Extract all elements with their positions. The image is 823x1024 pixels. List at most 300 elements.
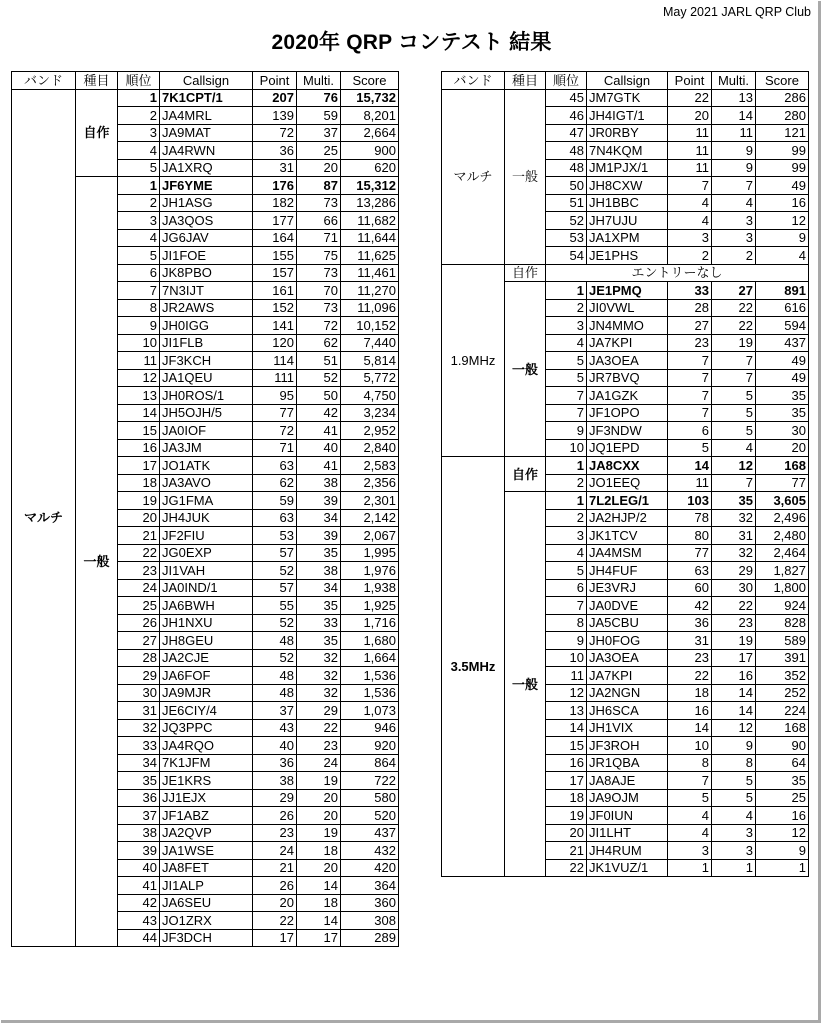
- score-cell: 13,286: [341, 194, 399, 212]
- multi-cell: 73: [297, 264, 341, 282]
- multi-cell: 42: [297, 404, 341, 422]
- callsign-cell: JK1VUZ/1: [587, 859, 668, 877]
- callsign-cell: 7L2LEG/1: [587, 492, 668, 510]
- point-cell: 157: [253, 264, 297, 282]
- rank-cell: 2: [546, 474, 587, 492]
- score-cell: 594: [756, 317, 809, 335]
- col-point-header: Point: [668, 72, 712, 90]
- multi-cell: 33: [297, 614, 341, 632]
- score-cell: 2,583: [341, 457, 399, 475]
- callsign-cell: JA8CXX: [587, 457, 668, 475]
- score-cell: 900: [341, 142, 399, 160]
- point-cell: 36: [253, 142, 297, 160]
- score-cell: 924: [756, 597, 809, 615]
- multi-cell: 34: [297, 579, 341, 597]
- rank-cell: 4: [546, 544, 587, 562]
- score-cell: 1,995: [341, 544, 399, 562]
- callsign-cell: JA2CJE: [160, 649, 253, 667]
- multi-cell: 20: [297, 859, 341, 877]
- band-label: 1.9MHz: [442, 264, 505, 457]
- rank-cell: 2: [546, 299, 587, 317]
- table-row: [442, 89, 809, 107]
- col-band-header: バンド: [442, 72, 505, 90]
- score-cell: 2,301: [341, 492, 399, 510]
- rank-cell: 36: [118, 789, 160, 807]
- rank-cell: 34: [118, 754, 160, 772]
- point-cell: 7: [668, 352, 712, 370]
- table-row: [442, 457, 809, 475]
- callsign-cell: JA0IND/1: [160, 579, 253, 597]
- rank-cell: 1: [546, 282, 587, 300]
- club-date: May 2021 JARL QRP Club: [663, 5, 811, 19]
- score-cell: 1,664: [341, 649, 399, 667]
- rank-cell: 10: [546, 649, 587, 667]
- callsign-cell: JA3OEA: [587, 352, 668, 370]
- multi-cell: 5: [712, 772, 756, 790]
- score-cell: 11,682: [341, 212, 399, 230]
- rank-cell: 42: [118, 894, 160, 912]
- col-multi-header: Multi.: [297, 72, 341, 90]
- rank-cell: 44: [118, 929, 160, 947]
- point-cell: 40: [253, 737, 297, 755]
- score-cell: 3,234: [341, 404, 399, 422]
- score-cell: 64: [756, 754, 809, 772]
- multi-cell: 7: [712, 177, 756, 195]
- callsign-cell: JQ1EPD: [587, 439, 668, 457]
- point-cell: 27: [668, 317, 712, 335]
- multi-cell: 9: [712, 159, 756, 177]
- rank-cell: 2: [118, 107, 160, 125]
- rank-cell: 2: [546, 509, 587, 527]
- point-cell: 23: [668, 649, 712, 667]
- rank-cell: 40: [118, 859, 160, 877]
- point-cell: 63: [253, 509, 297, 527]
- rank-cell: 8: [546, 614, 587, 632]
- point-cell: 7: [668, 387, 712, 405]
- point-cell: 139: [253, 107, 297, 125]
- callsign-cell: JN4MMO: [587, 317, 668, 335]
- multi-cell: 2: [712, 247, 756, 265]
- callsign-cell: JR0RBY: [587, 124, 668, 142]
- rank-cell: 26: [118, 614, 160, 632]
- point-cell: 24: [253, 842, 297, 860]
- point-cell: 7: [668, 772, 712, 790]
- callsign-cell: JK8PBO: [160, 264, 253, 282]
- rank-cell: 17: [118, 457, 160, 475]
- multi-cell: 52: [297, 369, 341, 387]
- rank-cell: 3: [118, 124, 160, 142]
- callsign-cell: JA7KPI: [587, 667, 668, 685]
- score-cell: 864: [341, 754, 399, 772]
- score-cell: 252: [756, 684, 809, 702]
- multi-cell: 14: [712, 684, 756, 702]
- point-cell: 182: [253, 194, 297, 212]
- score-cell: 121: [756, 124, 809, 142]
- rank-cell: 4: [118, 229, 160, 247]
- point-cell: 161: [253, 282, 297, 300]
- point-cell: 22: [668, 667, 712, 685]
- rank-cell: 3: [546, 317, 587, 335]
- multi-cell: 12: [712, 719, 756, 737]
- score-cell: 891: [756, 282, 809, 300]
- score-cell: 1,976: [341, 562, 399, 580]
- band-label: マルチ: [12, 89, 76, 947]
- callsign-cell: JH1VIX: [587, 719, 668, 737]
- multi-cell: 18: [297, 842, 341, 860]
- score-cell: 352: [756, 667, 809, 685]
- point-cell: 37: [253, 702, 297, 720]
- rank-cell: 27: [118, 632, 160, 650]
- rank-cell: 11: [118, 352, 160, 370]
- callsign-cell: JI1FLB: [160, 334, 253, 352]
- rank-cell: 48: [546, 159, 587, 177]
- multi-cell: 38: [297, 474, 341, 492]
- point-cell: 59: [253, 492, 297, 510]
- point-cell: 33: [668, 282, 712, 300]
- score-cell: 1,536: [341, 667, 399, 685]
- rank-cell: 12: [118, 369, 160, 387]
- score-cell: 11,096: [341, 299, 399, 317]
- score-cell: 8,201: [341, 107, 399, 125]
- multi-cell: 17: [712, 649, 756, 667]
- point-cell: 36: [668, 614, 712, 632]
- score-cell: 4: [756, 247, 809, 265]
- rank-cell: 4: [546, 334, 587, 352]
- point-cell: 95: [253, 387, 297, 405]
- multi-cell: 38: [297, 562, 341, 580]
- score-cell: 11,461: [341, 264, 399, 282]
- score-cell: 20: [756, 439, 809, 457]
- point-cell: 8: [668, 754, 712, 772]
- score-cell: 77: [756, 474, 809, 492]
- col-point-header: Point: [253, 72, 297, 90]
- col-rank-header: 順位: [118, 72, 160, 90]
- callsign-cell: JG6JAV: [160, 229, 253, 247]
- score-cell: 722: [341, 772, 399, 790]
- point-cell: 177: [253, 212, 297, 230]
- rank-cell: 39: [118, 842, 160, 860]
- callsign-cell: JA0IOF: [160, 422, 253, 440]
- point-cell: 14: [668, 457, 712, 475]
- callsign-cell: JH4FUF: [587, 562, 668, 580]
- score-cell: 4,750: [341, 387, 399, 405]
- rank-cell: 8: [118, 299, 160, 317]
- point-cell: 120: [253, 334, 297, 352]
- callsign-cell: JA4MRL: [160, 107, 253, 125]
- point-cell: 1: [668, 859, 712, 877]
- point-cell: 7: [668, 404, 712, 422]
- callsign-cell: JH8CXW: [587, 177, 668, 195]
- rank-cell: 22: [546, 859, 587, 877]
- table-header: [442, 72, 809, 90]
- callsign-cell: JH0ROS/1: [160, 387, 253, 405]
- rank-cell: 1: [118, 177, 160, 195]
- score-cell: 1,800: [756, 579, 809, 597]
- rank-cell: 5: [546, 369, 587, 387]
- band-label: マルチ: [442, 89, 505, 264]
- point-cell: 4: [668, 807, 712, 825]
- score-cell: 1,938: [341, 579, 399, 597]
- multi-cell: 4: [712, 194, 756, 212]
- multi-cell: 22: [712, 317, 756, 335]
- callsign-cell: JH5OJH/5: [160, 404, 253, 422]
- score-cell: 49: [756, 352, 809, 370]
- multi-cell: 5: [712, 789, 756, 807]
- score-cell: 1: [756, 859, 809, 877]
- score-cell: 2,067: [341, 527, 399, 545]
- rank-cell: 3: [118, 212, 160, 230]
- rank-cell: 7: [546, 387, 587, 405]
- category-label: 一般: [505, 89, 546, 264]
- point-cell: 11: [668, 142, 712, 160]
- score-cell: 168: [756, 719, 809, 737]
- rank-cell: 6: [118, 264, 160, 282]
- rank-cell: 51: [546, 194, 587, 212]
- rank-cell: 9: [546, 632, 587, 650]
- point-cell: 52: [253, 649, 297, 667]
- callsign-cell: JE1KRS: [160, 772, 253, 790]
- multi-cell: 3: [712, 212, 756, 230]
- table-row: [442, 264, 809, 282]
- multi-cell: 8: [712, 754, 756, 772]
- score-cell: 1,925: [341, 597, 399, 615]
- rank-cell: 20: [546, 824, 587, 842]
- callsign-cell: JG1FMA: [160, 492, 253, 510]
- callsign-cell: 7K1CPT/1: [160, 89, 253, 107]
- multi-cell: 59: [297, 107, 341, 125]
- rank-cell: 37: [118, 807, 160, 825]
- rank-cell: 22: [118, 544, 160, 562]
- callsign-cell: JH7UJU: [587, 212, 668, 230]
- point-cell: 23: [668, 334, 712, 352]
- score-cell: 391: [756, 649, 809, 667]
- rank-cell: 54: [546, 247, 587, 265]
- callsign-cell: JA9MJR: [160, 684, 253, 702]
- score-cell: 2,496: [756, 509, 809, 527]
- point-cell: 7: [668, 177, 712, 195]
- callsign-cell: JA6FOF: [160, 667, 253, 685]
- multi-cell: 40: [297, 439, 341, 457]
- score-cell: 1,073: [341, 702, 399, 720]
- score-cell: 9: [756, 229, 809, 247]
- category-label: 自作: [505, 457, 546, 492]
- rank-cell: 10: [546, 439, 587, 457]
- score-cell: 5,814: [341, 352, 399, 370]
- score-cell: 11,644: [341, 229, 399, 247]
- point-cell: 155: [253, 247, 297, 265]
- col-multi-header: Multi.: [712, 72, 756, 90]
- multi-cell: 22: [712, 597, 756, 615]
- multi-cell: 32: [297, 649, 341, 667]
- multi-cell: 31: [712, 527, 756, 545]
- point-cell: 26: [253, 807, 297, 825]
- point-cell: 60: [668, 579, 712, 597]
- rank-cell: 2: [118, 194, 160, 212]
- score-cell: 286: [756, 89, 809, 107]
- callsign-cell: JM1PJX/1: [587, 159, 668, 177]
- callsign-cell: JA2QVP: [160, 824, 253, 842]
- multi-cell: 72: [297, 317, 341, 335]
- score-cell: 30: [756, 422, 809, 440]
- rank-cell: 20: [118, 509, 160, 527]
- score-cell: 946: [341, 719, 399, 737]
- point-cell: 77: [668, 544, 712, 562]
- multi-cell: 35: [712, 492, 756, 510]
- callsign-cell: JA6BWH: [160, 597, 253, 615]
- callsign-cell: JI1LHT: [587, 824, 668, 842]
- score-cell: 35: [756, 404, 809, 422]
- rank-cell: 30: [118, 684, 160, 702]
- multi-cell: 19: [712, 334, 756, 352]
- score-cell: 364: [341, 877, 399, 895]
- score-cell: 11,625: [341, 247, 399, 265]
- multi-cell: 18: [297, 894, 341, 912]
- rank-cell: 35: [118, 772, 160, 790]
- score-cell: 420: [341, 859, 399, 877]
- rank-cell: 1: [118, 89, 160, 107]
- category-label: 自作: [76, 89, 118, 177]
- multi-cell: 37: [297, 124, 341, 142]
- point-cell: 164: [253, 229, 297, 247]
- rank-cell: 9: [546, 422, 587, 440]
- point-cell: 11: [668, 159, 712, 177]
- score-cell: 15,732: [341, 89, 399, 107]
- point-cell: 71: [253, 439, 297, 457]
- rank-cell: 52: [546, 212, 587, 230]
- callsign-cell: JF1ABZ: [160, 807, 253, 825]
- callsign-cell: JH4JUK: [160, 509, 253, 527]
- point-cell: 72: [253, 422, 297, 440]
- callsign-cell: JA1XRQ: [160, 159, 253, 177]
- callsign-cell: JA1QEU: [160, 369, 253, 387]
- rank-cell: 21: [546, 842, 587, 860]
- point-cell: 4: [668, 194, 712, 212]
- point-cell: 48: [253, 632, 297, 650]
- callsign-cell: JA9MAT: [160, 124, 253, 142]
- category-label: 一般: [76, 177, 118, 947]
- rank-cell: 28: [118, 649, 160, 667]
- point-cell: 57: [253, 544, 297, 562]
- table-header: [12, 72, 399, 90]
- point-cell: 48: [253, 667, 297, 685]
- multi-cell: 4: [712, 439, 756, 457]
- rank-cell: 5: [118, 159, 160, 177]
- score-cell: 1,536: [341, 684, 399, 702]
- col-category-header: 種目: [76, 72, 118, 90]
- point-cell: 2: [668, 247, 712, 265]
- multi-cell: 32: [297, 684, 341, 702]
- callsign-cell: JA9OJM: [587, 789, 668, 807]
- category-label: 一般: [505, 492, 546, 877]
- point-cell: 10: [668, 737, 712, 755]
- point-cell: 7: [668, 369, 712, 387]
- rank-cell: 15: [546, 737, 587, 755]
- category-label: 一般: [505, 282, 546, 457]
- callsign-cell: JA8AJE: [587, 772, 668, 790]
- rank-cell: 29: [118, 667, 160, 685]
- multi-cell: 14: [712, 107, 756, 125]
- multi-cell: 66: [297, 212, 341, 230]
- multi-cell: 12: [712, 457, 756, 475]
- callsign-cell: 7K1JFM: [160, 754, 253, 772]
- rank-cell: 9: [118, 317, 160, 335]
- point-cell: 29: [253, 789, 297, 807]
- callsign-cell: JH1NXU: [160, 614, 253, 632]
- score-cell: 168: [756, 457, 809, 475]
- rank-cell: 1: [546, 457, 587, 475]
- callsign-cell: JF3KCH: [160, 352, 253, 370]
- multi-cell: 51: [297, 352, 341, 370]
- score-cell: 520: [341, 807, 399, 825]
- rank-cell: 46: [546, 107, 587, 125]
- results-table-left: [11, 71, 399, 947]
- multi-cell: 35: [297, 632, 341, 650]
- callsign-cell: JA2HJP/2: [587, 509, 668, 527]
- point-cell: 17: [253, 929, 297, 947]
- point-cell: 31: [253, 159, 297, 177]
- col-callsign-header: Callsign: [587, 72, 668, 90]
- multi-cell: 7: [712, 352, 756, 370]
- callsign-cell: JO1EEQ: [587, 474, 668, 492]
- multi-cell: 73: [297, 194, 341, 212]
- score-cell: 437: [756, 334, 809, 352]
- callsign-cell: JO1ATK: [160, 457, 253, 475]
- callsign-cell: JA4MSM: [587, 544, 668, 562]
- point-cell: 43: [253, 719, 297, 737]
- point-cell: 11: [668, 124, 712, 142]
- callsign-cell: JE3VRJ: [587, 579, 668, 597]
- col-rank-header: 順位: [546, 72, 587, 90]
- point-cell: 57: [253, 579, 297, 597]
- score-cell: 9: [756, 842, 809, 860]
- callsign-cell: JA1GZK: [587, 387, 668, 405]
- point-cell: 6: [668, 422, 712, 440]
- rank-cell: 19: [546, 807, 587, 825]
- callsign-cell: JR1QBA: [587, 754, 668, 772]
- multi-cell: 7: [712, 369, 756, 387]
- multi-cell: 20: [297, 807, 341, 825]
- score-cell: 1,680: [341, 632, 399, 650]
- point-cell: 18: [668, 684, 712, 702]
- callsign-cell: JF3ROH: [587, 737, 668, 755]
- multi-cell: 35: [297, 544, 341, 562]
- point-cell: 5: [668, 789, 712, 807]
- callsign-cell: JA0DVE: [587, 597, 668, 615]
- point-cell: 23: [253, 824, 297, 842]
- point-cell: 22: [668, 89, 712, 107]
- multi-cell: 20: [297, 159, 341, 177]
- callsign-cell: JF0IUN: [587, 807, 668, 825]
- score-cell: 12: [756, 824, 809, 842]
- point-cell: 176: [253, 177, 297, 195]
- rank-cell: 24: [118, 579, 160, 597]
- callsign-cell: JI0VWL: [587, 299, 668, 317]
- point-cell: 14: [668, 719, 712, 737]
- point-cell: 141: [253, 317, 297, 335]
- rank-cell: 31: [118, 702, 160, 720]
- multi-cell: 24: [297, 754, 341, 772]
- callsign-cell: JA1WSE: [160, 842, 253, 860]
- callsign-cell: JH4IGT/1: [587, 107, 668, 125]
- score-cell: 280: [756, 107, 809, 125]
- score-cell: 49: [756, 177, 809, 195]
- callsign-cell: JJ1EJX: [160, 789, 253, 807]
- multi-cell: 76: [297, 89, 341, 107]
- multi-cell: 39: [297, 492, 341, 510]
- rank-cell: 5: [546, 562, 587, 580]
- score-cell: 90: [756, 737, 809, 755]
- point-cell: 38: [253, 772, 297, 790]
